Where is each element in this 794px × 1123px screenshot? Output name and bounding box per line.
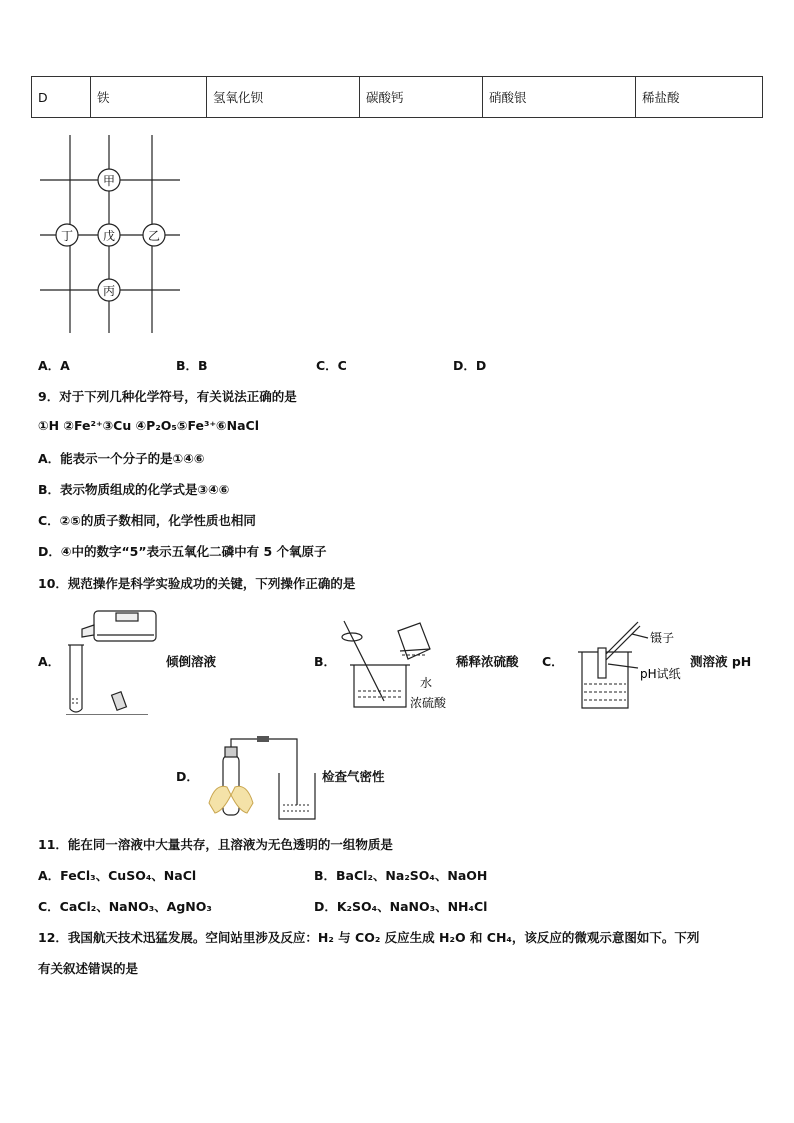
q8-option-d[interactable]: D．D xyxy=(453,358,487,373)
q11-stem: 11．能在同一溶液中大量共存，且溶液为无色透明的一组物质是 xyxy=(38,837,393,852)
table-cell: 氢氧化钡 xyxy=(207,77,360,118)
q11-option-d[interactable]: D．K₂SO₄、NaNO₃、NH₄Cl xyxy=(314,899,488,914)
airtightness-check-illustration xyxy=(205,733,320,823)
grid-label-left: 丁 xyxy=(60,229,74,243)
q9-option-a[interactable]: A．能表示一个分子的是①④⑥ xyxy=(38,451,205,466)
reagent-table-row-d xyxy=(31,76,763,118)
pouring-liquid-illustration xyxy=(64,605,164,715)
table-cell: 铁 xyxy=(91,77,207,118)
grid-label-bottom: 丙 xyxy=(102,284,116,298)
grid-label-right: 乙 xyxy=(147,229,161,243)
q9-option-c[interactable]: C．②⑤的质子数相同，化学性质也相同 xyxy=(38,513,256,528)
reaction-grid-diagram xyxy=(36,135,186,335)
q10-option-d-label[interactable]: D． xyxy=(176,769,199,784)
table-cell: D xyxy=(32,77,91,118)
q10-option-c-label[interactable]: C． xyxy=(542,654,564,669)
table-cell: 碳酸钙 xyxy=(360,77,483,118)
tweezers-label: 镊子 xyxy=(650,631,675,645)
acid-label: 浓硫酸 xyxy=(410,696,447,710)
q12-stem-line2: 有关叙述错误的是 xyxy=(38,961,139,976)
ph-paper-label: pH试纸 xyxy=(640,667,681,681)
q10-option-a-caption: 倾倒溶液 xyxy=(166,654,217,669)
q10-option-b-caption: 稀释浓硫酸 xyxy=(456,654,519,669)
table-cell: 硝酸银 xyxy=(483,77,636,118)
q9-option-d[interactable]: D．④中的数字“5”表示五氧化二磷中有 5 个氧原子 xyxy=(38,544,327,559)
q10-option-b-label[interactable]: B． xyxy=(314,654,337,669)
q8-option-a[interactable]: A．A xyxy=(38,358,70,373)
q10-option-a-label[interactable]: A． xyxy=(38,654,61,669)
water-label: 水 xyxy=(420,676,433,690)
q9-option-b[interactable]: B．表示物质组成的化学式是③④⑥ xyxy=(38,482,230,497)
q9-stem: 9．对于下列几种化学符号，有关说法正确的是 xyxy=(38,389,297,404)
table-cell: 稀盐酸 xyxy=(636,77,763,118)
q10-stem: 10．规范操作是科学实验成功的关键，下列操作正确的是 xyxy=(38,576,356,591)
grid-label-center: 戊 xyxy=(102,229,116,243)
q9-symbols: ①H ②Fe²⁺③Cu ④P₂O₅⑤Fe³⁺⑥NaCl xyxy=(38,418,259,433)
q10-option-c-caption: 测溶液 pH xyxy=(690,654,752,669)
diluting-acid-illustration xyxy=(338,615,458,715)
q8-option-b[interactable]: B．B xyxy=(176,358,208,373)
q11-option-a[interactable]: A．FeCl₃、CuSO₄、NaCl xyxy=(38,868,197,883)
q8-option-c[interactable]: C．C xyxy=(316,358,347,373)
q11-option-b[interactable]: B．BaCl₂、Na₂SO₄、NaOH xyxy=(314,868,488,883)
q12-stem-line1: 12．我国航天技术迅猛发展。空间站里涉及反应：H₂ 与 CO₂ 反应生成 H₂O 和 CH₄，该反应的微观示意图如下。下列 xyxy=(38,930,700,945)
measuring-ph-illustration xyxy=(572,618,692,713)
q10-option-d-caption: 检查气密性 xyxy=(322,769,385,784)
q11-option-c[interactable]: C．CaCl₂、NaNO₃、AgNO₃ xyxy=(38,899,212,914)
grid-label-top: 甲 xyxy=(102,174,116,188)
